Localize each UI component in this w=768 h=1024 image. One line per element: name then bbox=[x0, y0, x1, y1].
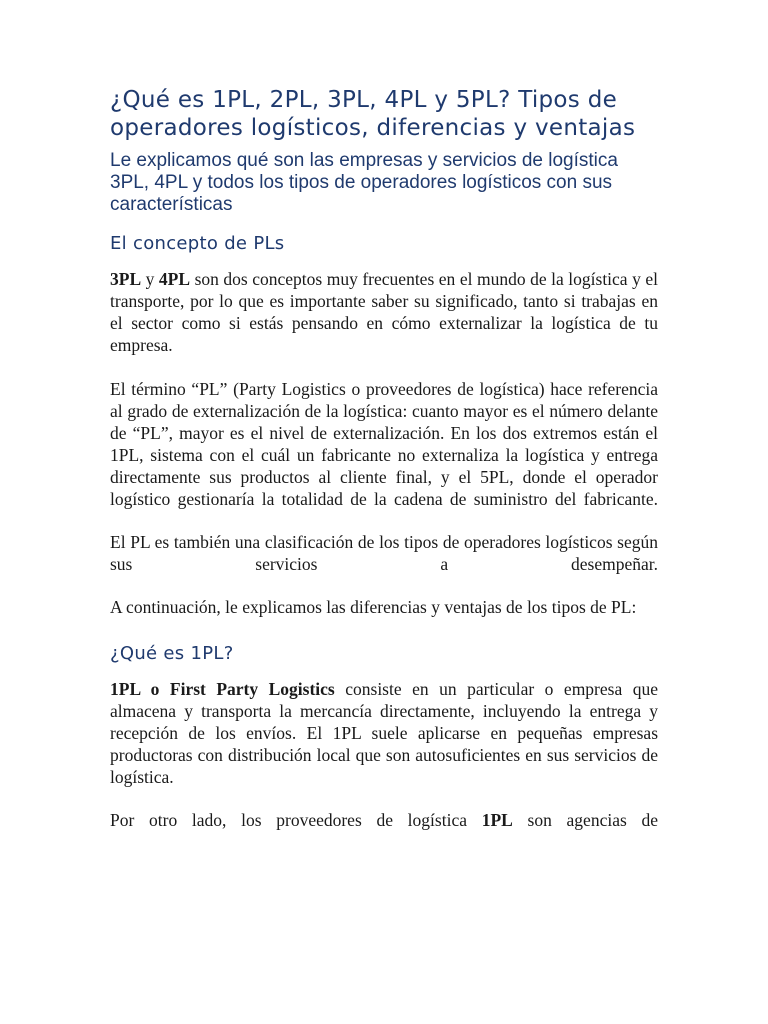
section-heading-concept: El concepto de PLs bbox=[110, 233, 285, 254]
paragraph-1pl-providers: Por otro lado, los proveedores de logística 1PL son agencias de bbox=[110, 810, 658, 830]
paragraph-1pl-definition: 1PL o First Party Logistics consiste en un particular o empresa que almacena y transporta la mercancía directamente, incluyendo la entrega y recepción de los envíos. El 1PL suele aplicarse en pequeñas empresas productoras con distribución local que son autosuficientes en sus servicios de logística. bbox=[110, 679, 658, 787]
page-subtitle: Le explicamos qué son las empresas y servicios de logística 3PL, 4PL y todos los tipos de operadores logísticos con sus características bbox=[110, 150, 618, 215]
bold-term: 1PL bbox=[481, 810, 513, 830]
document-page bbox=[110, 86, 658, 831]
paragraph-continuation: A continuación, le explicamos las diferencias y ventajas de los tipos de PL: bbox=[110, 597, 637, 617]
section-heading-1pl: ¿Qué es 1PL? bbox=[110, 643, 234, 664]
bold-term: 4PL bbox=[158, 269, 191, 289]
paragraph-term-pl: El término “PL” (Party Logistics o proveedores de logística) hace referencia al grado de externalización de la logística: cuanto mayor es el número delante de “PL”, mayor es el nivel de externalización. En los dos extremos están el 1PL, sistema con el cuál un fabricante no externaliza la logística y entrega directamente sus productos al cliente final, y el 5PL, donde el operador logístico gestionaría la totalidad de la cadena de suministro del fabricante. bbox=[110, 379, 658, 509]
paragraph-pl-classification: El PL es también una clasificación de los tipos de operadores logísticos según sus servicios a desempeñar. bbox=[110, 532, 658, 574]
bold-term: 3PL bbox=[110, 269, 142, 289]
paragraph-3pl-4pl: 3PL y 4PL son dos conceptos muy frecuentes en el mundo de la logística y el transporte, por lo que es importante saber su significado, tanto si trabajas en el sector como si estás pensando en cómo externalizar la logística de tu empresa. bbox=[110, 269, 658, 355]
page-title: ¿Qué es 1PL, 2PL, 3PL, 4PL y 5PL? Tipos de operadores logísticos, diferencias y ventajas bbox=[110, 87, 636, 141]
bold-term: 1PL o First Party Logistics bbox=[110, 679, 335, 699]
